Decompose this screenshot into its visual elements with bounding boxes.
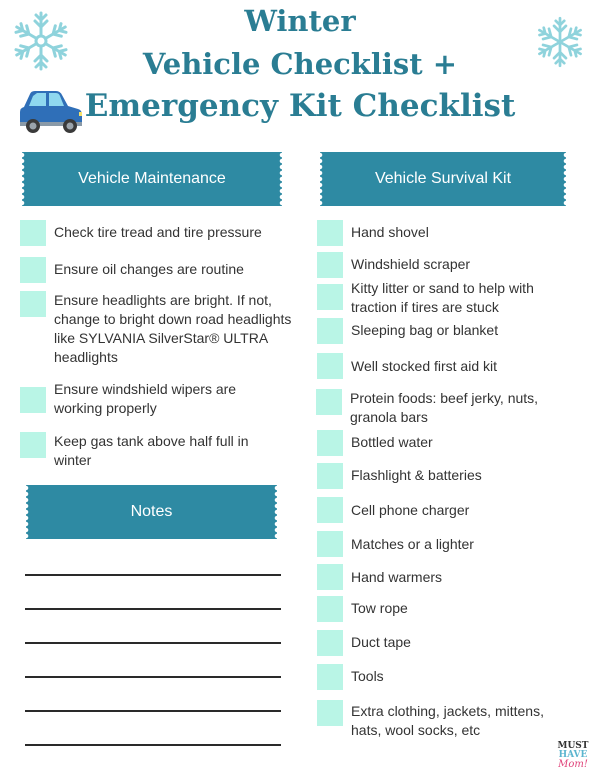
item-label: Duct tape bbox=[351, 634, 411, 650]
checkbox[interactable] bbox=[317, 430, 343, 456]
item-label: Protein foods: beef jerky, nuts, granola bars bbox=[350, 390, 539, 425]
kit-item[interactable] bbox=[317, 252, 577, 278]
item-label: Sleeping bag or blanket bbox=[351, 322, 499, 338]
kit-item[interactable] bbox=[317, 564, 577, 590]
item-label: Windshield scraper bbox=[351, 256, 471, 272]
note-line[interactable] bbox=[25, 642, 281, 644]
kit-item[interactable] bbox=[317, 664, 577, 690]
title-line-2: Vehicle Checklist + bbox=[142, 47, 458, 81]
checkbox[interactable] bbox=[317, 664, 343, 690]
checkbox[interactable] bbox=[317, 531, 343, 557]
item-label: Matches or a lighter bbox=[351, 536, 474, 552]
kit-item[interactable] bbox=[317, 318, 577, 344]
logo-line-2: HAVE bbox=[558, 750, 588, 760]
kit-item[interactable] bbox=[317, 279, 567, 317]
checkbox[interactable] bbox=[317, 318, 343, 344]
checkbox[interactable] bbox=[317, 564, 343, 590]
item-label: Ensure headlights are bright. If not, change to bright down road headlights like SYLVANIA SilverStar® ULTRA headlights bbox=[54, 292, 292, 365]
kit-item[interactable] bbox=[317, 596, 577, 622]
item-label: Tow rope bbox=[351, 600, 408, 616]
maintenance-item[interactable] bbox=[20, 291, 292, 367]
title-line-3: Emergency Kit Checklist bbox=[84, 88, 516, 124]
maintenance-item[interactable] bbox=[20, 220, 290, 246]
checkbox[interactable] bbox=[20, 291, 46, 317]
kit-item[interactable] bbox=[317, 430, 577, 456]
item-label: Ensure windshield wipers are working properly bbox=[54, 381, 237, 416]
checkbox[interactable] bbox=[20, 257, 46, 283]
item-label: Hand shovel bbox=[351, 224, 429, 240]
item-label: Kitty litter or sand to help with traction if tires are stuck bbox=[351, 280, 534, 315]
item-label: Ensure oil changes are routine bbox=[54, 261, 244, 277]
logo-line-1: MUST bbox=[557, 741, 589, 751]
item-label: Flashlight & batteries bbox=[351, 467, 482, 483]
must-have-mom-logo bbox=[553, 742, 593, 769]
notes-heading: Notes bbox=[130, 503, 173, 520]
checkbox[interactable] bbox=[317, 252, 343, 278]
item-label: Keep gas tank above half full in winter bbox=[54, 433, 249, 468]
checkbox[interactable] bbox=[317, 630, 343, 656]
maintenance-item[interactable] bbox=[20, 380, 270, 418]
kit-item[interactable] bbox=[316, 389, 566, 427]
kit-item[interactable] bbox=[317, 463, 577, 489]
item-label: Extra clothing, jackets, mittens, hats, wool socks, etc bbox=[351, 703, 544, 738]
note-line[interactable] bbox=[25, 574, 281, 576]
survival-kit-banner bbox=[320, 152, 566, 206]
maintenance-banner bbox=[22, 152, 282, 206]
item-label: Tools bbox=[351, 668, 384, 684]
item-label: Hand warmers bbox=[351, 569, 443, 585]
checkbox[interactable] bbox=[20, 387, 46, 413]
item-label: Cell phone charger bbox=[351, 502, 470, 518]
checkbox[interactable] bbox=[317, 596, 343, 622]
item-label: Bottled water bbox=[351, 434, 433, 450]
kit-item[interactable] bbox=[317, 497, 577, 523]
checkbox[interactable] bbox=[317, 700, 343, 726]
checkbox[interactable] bbox=[317, 284, 343, 310]
checkbox[interactable] bbox=[317, 220, 343, 246]
kit-item[interactable] bbox=[317, 353, 577, 379]
kit-item[interactable] bbox=[317, 630, 577, 656]
maintenance-item[interactable] bbox=[20, 432, 282, 470]
maintenance-heading: Vehicle Maintenance bbox=[78, 170, 226, 187]
notes-banner bbox=[26, 485, 277, 539]
maintenance-item[interactable] bbox=[20, 257, 290, 283]
checkbox[interactable] bbox=[316, 389, 342, 415]
checkbox[interactable] bbox=[317, 463, 343, 489]
kit-item[interactable] bbox=[317, 700, 567, 740]
note-line[interactable] bbox=[25, 744, 281, 746]
checkbox[interactable] bbox=[20, 220, 46, 246]
item-label: Check tire tread and tire pressure bbox=[54, 224, 262, 240]
kit-item[interactable] bbox=[317, 531, 577, 557]
checkbox[interactable] bbox=[20, 432, 46, 458]
note-line[interactable] bbox=[25, 608, 281, 610]
kit-item[interactable] bbox=[317, 220, 577, 246]
note-line[interactable] bbox=[25, 710, 281, 712]
checkbox[interactable] bbox=[317, 497, 343, 523]
title-line-1: Winter bbox=[244, 4, 356, 38]
note-line[interactable] bbox=[25, 676, 281, 678]
survival-kit-heading: Vehicle Survival Kit bbox=[374, 170, 512, 187]
checkbox[interactable] bbox=[317, 353, 343, 379]
item-label: Well stocked first aid kit bbox=[351, 358, 498, 374]
logo-line-3: Mom! bbox=[558, 759, 588, 770]
